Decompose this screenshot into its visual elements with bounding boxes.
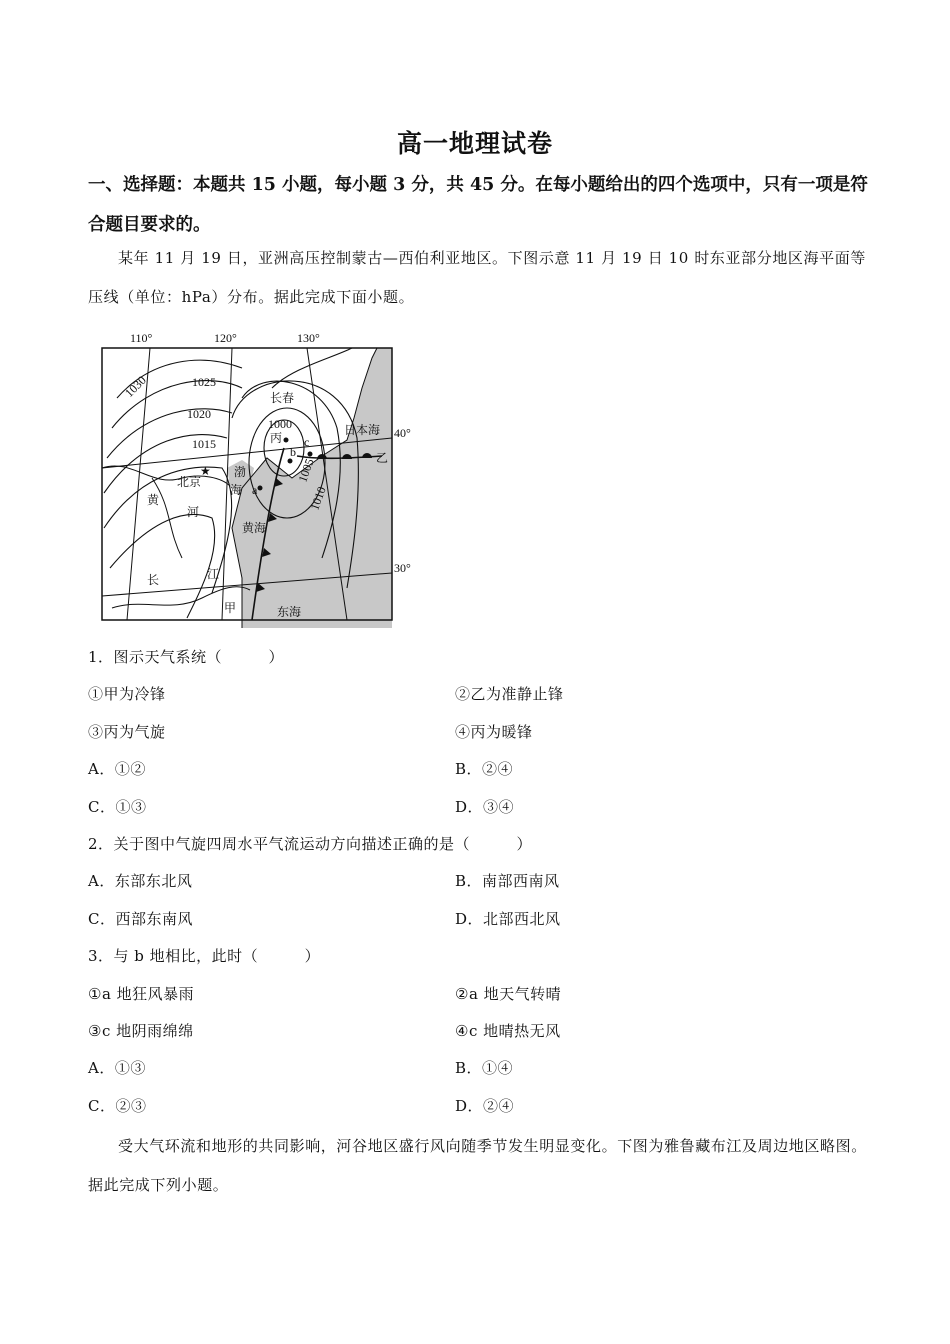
isobar-label-1005: 1005 (295, 456, 317, 485)
place-hai: 海 (230, 483, 243, 497)
intro-paragraph-2: 受大气环流和地形的共同影响，河谷地区盛行风向随季节发生明显变化。下图为雅鲁藏布江及周边地区略图。据此完成下列小题。 (88, 1137, 867, 1194)
point-a: a (252, 483, 258, 497)
place-changchun: 长春 (270, 391, 295, 405)
q1-statement-3: ③丙为气旋 (88, 723, 166, 741)
isobar-label-1030: 1030 (121, 373, 149, 401)
q3-option-b[interactable]: B．①④ (455, 1059, 514, 1077)
place-jiang: 江 (207, 567, 220, 581)
question-3-stem: 3．与 b 地相比，此时（ ） (88, 947, 321, 965)
place-donghai: 东海 (277, 605, 302, 619)
q1-option-d[interactable]: D．③④ (455, 798, 515, 816)
lon-label-110: 110° (130, 331, 153, 345)
page-title: 高一地理试卷 (396, 129, 553, 158)
intro-paragraph-1: 某年 11 月 19 日，亚洲高压控制蒙古—西伯利亚地区。下图示意 11 月 19 日 10 时东亚部分地区海平面等压线（单位：hPa）分布。据此完成下面小题。 (88, 249, 866, 306)
q2-option-a[interactable]: A．东部东北风 (88, 872, 193, 890)
place-he: 河 (187, 505, 200, 519)
place-beijing: 北京 (177, 475, 202, 489)
isobar-label-1015: 1015 (192, 437, 216, 451)
q3-statement-3: ③c 地阴雨绵绵 (88, 1022, 194, 1040)
point-c: c (304, 435, 310, 449)
isobar-label-1000: 1000 (268, 417, 292, 431)
q1-option-c[interactable]: C．①③ (88, 798, 147, 816)
q3-statement-4: ④c 地晴热无风 (455, 1022, 561, 1040)
lat-label-30: 30° (394, 561, 411, 575)
q1-statement-1: ①甲为冷锋 (88, 685, 166, 703)
q3-option-c[interactable]: C．②③ (88, 1097, 147, 1115)
place-sea-of-japan: 日本海 (344, 423, 381, 437)
q3-option-d[interactable]: D．②④ (455, 1097, 515, 1115)
isobar-label-1025: 1025 (192, 375, 216, 389)
q1-option-b[interactable]: B．②④ (455, 760, 514, 778)
q1-option-a[interactable]: A．①② (88, 760, 146, 778)
section-heading: 一、选择题：本题共 15 小题，每小题 3 分，共 45 分。在每小题给出的四个选项中，只有一项是符合题目要求的。 (88, 175, 868, 235)
place-jia: 甲 (224, 601, 237, 615)
q2-option-c[interactable]: C．西部东南风 (88, 910, 193, 928)
place-huanghai: 黄海 (242, 521, 267, 535)
question-1-stem: 1．图示天气系统（ ） (88, 648, 285, 666)
lat-label-40: 40° (394, 426, 411, 440)
svg-text:★: ★ (200, 464, 211, 478)
q3-option-a[interactable]: A．①③ (88, 1059, 146, 1077)
place-bo: 渤 (234, 465, 247, 479)
place-yi: 乙 (376, 451, 389, 465)
question-2-stem: 2．关于图中气旋四周水平气流运动方向描述正确的是（ ） (88, 835, 533, 853)
q3-statement-2: ②a 地天气转晴 (455, 985, 562, 1003)
q1-statement-4: ④丙为暖锋 (455, 723, 533, 741)
point-b: b (290, 445, 296, 459)
q2-option-d[interactable]: D．北部西北风 (455, 910, 561, 928)
place-bing: 丙 (270, 431, 283, 445)
lon-label-120: 120° (214, 331, 237, 345)
lon-label-130: 130° (297, 331, 320, 345)
q3-statement-1: ①a 地狂风暴雨 (88, 985, 195, 1003)
isobar-label-1020: 1020 (187, 407, 211, 421)
place-huang: 黄 (147, 493, 160, 507)
isobar-label-1010: 1010 (307, 484, 329, 513)
place-chang: 长 (147, 573, 160, 587)
q2-option-b[interactable]: B．南部西南风 (455, 872, 560, 890)
isobar-map (92, 328, 411, 628)
q1-statement-2: ②乙为准静止锋 (455, 685, 564, 703)
